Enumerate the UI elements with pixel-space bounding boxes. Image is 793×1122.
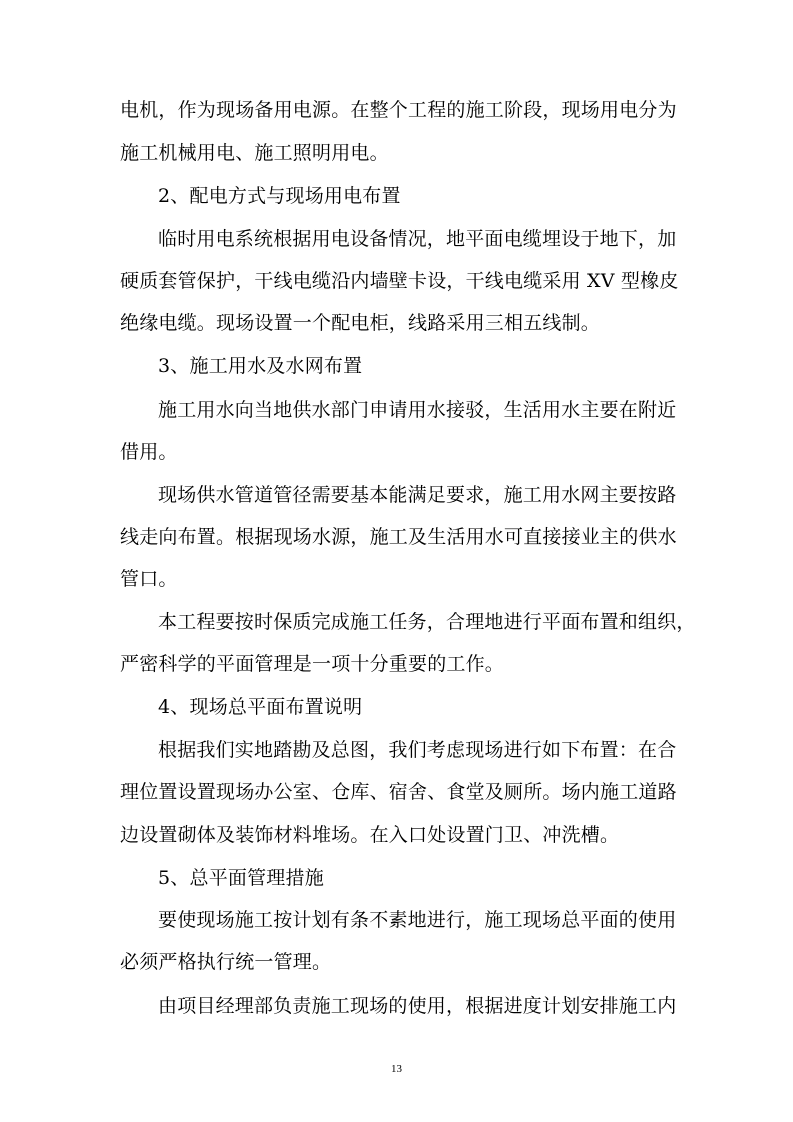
paragraph-line: 管口。 [120, 568, 178, 590]
section-heading: 5、总平面管理措施 [158, 867, 324, 889]
page-number: 13 [391, 1063, 402, 1075]
paragraph-line: 本工程要按时保质完成施工任务，合理地进行平面布置和组织， [158, 611, 696, 633]
paragraph-line: 理位置设置现场办公室、仓库、宿舍、食堂及厕所。场内施工道路 [120, 781, 677, 803]
paragraph-line: 借用。 [120, 441, 178, 463]
paragraph-line: 必须严格执行统一管理。 [120, 951, 332, 973]
paragraph-line: 由项目经理部负责施工现场的使用，根据进度计划安排施工内 [158, 995, 677, 1017]
paragraph-line: 线走向布置。根据现场水源，施工及生活用水可直接接业主的供水 [120, 526, 677, 548]
paragraph-line: 现场供水管道管径需要基本能满足要求，施工用水网主要按路 [158, 484, 677, 506]
paragraph-line: 硬质套管保护，干线电缆沿内墙壁卡设，干线电缆采用 XV 型橡皮 [120, 270, 679, 292]
section-heading: 4、现场总平面布置说明 [158, 696, 363, 718]
paragraph-line: 施工机械用电、施工照明用电。 [120, 142, 389, 164]
paragraph-line: 电机，作为现场备用电源。在整个工程的施工阶段，现场用电分为 [120, 99, 677, 121]
section-heading: 3、施工用水及水网布置 [158, 355, 363, 377]
paragraph-line: 绝缘电缆。现场设置一个配电柜，线路采用三相五线制。 [120, 312, 601, 334]
paragraph-line: 施工用水向当地供水部门申请用水接驳，生活用水主要在附近 [158, 399, 677, 421]
paragraph-line: 根据我们实地踏勘及总图，我们考虑现场进行如下布置：在合 [158, 739, 677, 761]
paragraph-line: 边设置砌体及装饰材料堆场。在入口处设置门卫、冲洗槽。 [120, 824, 620, 846]
paragraph-line: 严密科学的平面管理是一项十分重要的工作。 [120, 653, 505, 675]
paragraph-line: 临时用电系统根据用电设备情况，地平面电缆埋设于地下，加 [158, 228, 677, 250]
paragraph-line: 要使现场施工按计划有条不素地进行，施工现场总平面的使用 [158, 909, 677, 931]
section-heading: 2、配电方式与现场用电布置 [158, 185, 401, 207]
